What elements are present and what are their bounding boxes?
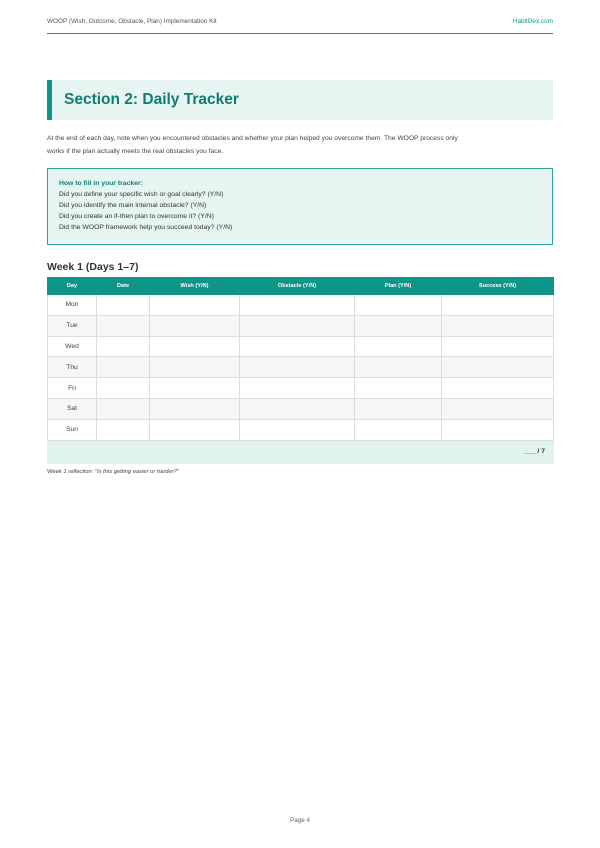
success-cell[interactable]: [442, 336, 554, 357]
document-title: WOOP (Wish, Outcome, Obstacle, Plan) Implementation Kit: [47, 18, 217, 25]
wish-cell[interactable]: [150, 336, 240, 357]
day-cell: Mon: [48, 295, 97, 316]
howto-line: Did you identify the main internal obstacle? (Y/N): [59, 202, 207, 209]
page-header: [47, 18, 553, 34]
wish-cell[interactable]: [150, 357, 240, 378]
intro-paragraph: [47, 133, 553, 158]
day-cell: Thu: [48, 357, 97, 378]
weekly-total[interactable]: ___ / 7: [48, 440, 554, 463]
day-cell: Sat: [48, 398, 97, 419]
intro-line: At the end of each day, note when you encountered obstacles and whether your plan helped you overcome them. The WOOP process only: [47, 135, 458, 142]
date-cell[interactable]: [97, 378, 150, 399]
total-row: [48, 440, 554, 463]
obstacle-cell[interactable]: [240, 419, 355, 440]
howto-line: Did the WOOP framework help you succeed today? (Y/N): [59, 224, 233, 231]
brand-link[interactable]: HabitDex.com: [512, 18, 553, 25]
table-row: [48, 378, 554, 399]
success-cell[interactable]: [442, 357, 554, 378]
column-header-wish: Wish (Y/N): [150, 278, 240, 295]
date-cell[interactable]: [97, 419, 150, 440]
plan-cell[interactable]: [355, 398, 442, 419]
wish-cell[interactable]: [150, 378, 240, 399]
date-cell[interactable]: [97, 398, 150, 419]
plan-cell[interactable]: [355, 336, 442, 357]
obstacle-cell[interactable]: [240, 398, 355, 419]
table-row: [48, 295, 554, 316]
plan-cell[interactable]: [355, 315, 442, 336]
day-cell: Wed: [48, 336, 97, 357]
table-row: [48, 315, 554, 336]
week-reflection: Week 1 reflection: "Is this getting easier or harder?": [47, 469, 179, 475]
table-row: [48, 419, 554, 440]
table-row: [48, 336, 554, 357]
success-cell[interactable]: [442, 398, 554, 419]
tracker-header-row: [48, 278, 554, 295]
day-cell: Sun: [48, 419, 97, 440]
howto-line: Did you create an if-then plan to overcome it? (Y/N): [59, 213, 214, 220]
plan-cell[interactable]: [355, 378, 442, 399]
wish-cell[interactable]: [150, 398, 240, 419]
success-cell[interactable]: [442, 378, 554, 399]
wish-cell[interactable]: [150, 315, 240, 336]
success-cell[interactable]: [442, 419, 554, 440]
week-title: Week 1 (Days 1–7): [47, 261, 139, 273]
howto-title: How to fill in your tracker:: [59, 180, 143, 187]
tracker-table: [47, 277, 554, 464]
intro-line: works if the plan actually meets the real obstacles you face.: [47, 147, 224, 155]
table-row: [48, 398, 554, 419]
success-cell[interactable]: [442, 295, 554, 316]
howto-line: Did you define your specific wish or goal clearly? (Y/N): [59, 191, 224, 198]
section-banner: [47, 80, 553, 120]
plan-cell[interactable]: [355, 357, 442, 378]
column-header-obstacle: Obstacle (Y/N): [240, 278, 355, 295]
wish-cell[interactable]: [150, 295, 240, 316]
table-row: [48, 357, 554, 378]
day-cell: Tue: [48, 315, 97, 336]
obstacle-cell[interactable]: [240, 357, 355, 378]
obstacle-cell[interactable]: [240, 315, 355, 336]
plan-cell[interactable]: [355, 295, 442, 316]
date-cell[interactable]: [97, 336, 150, 357]
day-cell: Fri: [48, 378, 97, 399]
obstacle-cell[interactable]: [240, 378, 355, 399]
obstacle-cell[interactable]: [240, 295, 355, 316]
howto-box: [47, 168, 553, 245]
page-number: Page 4: [290, 817, 310, 824]
date-cell[interactable]: [97, 357, 150, 378]
success-cell[interactable]: [442, 315, 554, 336]
column-header-plan: Plan (Y/N): [355, 278, 442, 295]
column-header-success: Success (Y/N): [442, 278, 554, 295]
wish-cell[interactable]: [150, 419, 240, 440]
date-cell[interactable]: [97, 295, 150, 316]
section-title: Section 2: Daily Tracker: [64, 91, 239, 108]
obstacle-cell[interactable]: [240, 336, 355, 357]
plan-cell[interactable]: [355, 419, 442, 440]
date-cell[interactable]: [97, 315, 150, 336]
column-header-day: Day: [48, 278, 97, 295]
column-header-date: Date: [97, 278, 150, 295]
